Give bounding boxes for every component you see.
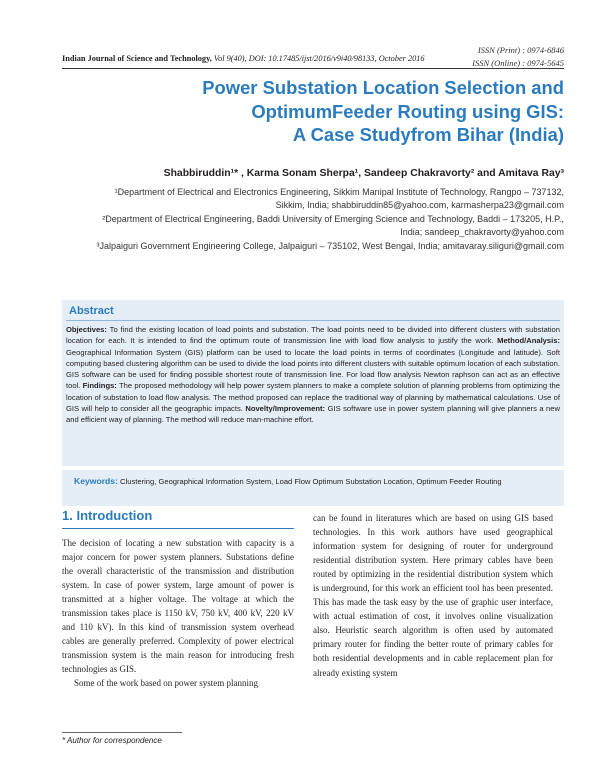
keywords-list: Clustering, Geographical Information System, Load Flow Optimum Substation Location, Optimum Feeder Routing (117, 477, 502, 486)
keywords-text (74, 476, 514, 487)
intro-paragraph-1: The decision of locating a new substation with capacity is a major concern for power system planners. Substations define the overall characteristic of the transmission and distribution system. In case of power system, large amount of power is transmitted at a higher voltage. The voltage at which the transmission takes place is 1150 kV, 750 kV, 400 kV, 220 kV and 110 kV). In this kind of transmission system overhead cables are generally preferred. Complexity of power electrical transmission system is the main reason for introducing fresh technologies as GIS. (62, 538, 294, 675)
intro-paragraph-continued: can be found in literatures which are based on using GIS based technologies. In this work authors have used geographical information system for designing of router for underground residential distribution system. Here primary cables have been routed by optimizing in the residential distribution system which is underground, for this work an efficient tool has been presented. This has made the task easy by the use of graphic user interface, with actual estimation of cost, it involves online visualization also. Heuristic search algorithm is often used by automated primary router for finding the better route of primary cables for both residential developments and in cable replacement plan for already existing system (313, 513, 553, 678)
body-column-right (313, 511, 553, 680)
affiliation-2: ²Department of Electrical Engineering, Baddi University of Emerging Science and Technology, Baddi – 173205, H.P., India; sandeep_chakravorty@yahoo.com (102, 213, 564, 238)
intro-paragraph-2: Some of the work based on power system planning (74, 678, 258, 689)
header-rule (62, 68, 564, 69)
issn-online: ISSN (Online) : 0974-5645 (472, 58, 564, 68)
affiliation-3: ³Jalpaiguri Government Engineering College, Jalpaiguri – 735102, West Bengal, India; amitavaray.siliguri@gmail.com (96, 240, 564, 251)
abstract-box (62, 300, 564, 466)
novelty-label: Novelty/Improvement: (242, 404, 326, 414)
methods-label: Method/Analysis: (493, 336, 560, 346)
abstract-rule (66, 320, 560, 321)
journal-details: Vol 9(40), DOI: 10.17485/ijst/2016/v9i40/98133, October 2016 (211, 54, 425, 63)
abstract-heading: Abstract (69, 305, 114, 317)
findings-text: The proposed methodology will help power system planners to make a complete solution of planning problems from optimizing the location of substation to load flow analysis. The method proposed can replace the traditional way of planning by mathematical calculations. Use of GIS will help to consider all the geographic impacts. (66, 381, 560, 414)
title-line-3: A Case Studyfrom Bihar (India) (292, 124, 564, 145)
journal-citation (62, 54, 425, 63)
affiliation-1: ¹Department of Electrical and Electronics Engineering, Sikkim Manipal Institute of Technology, Rangpo – 737132, Sikkim, India; shabbiruddin85@yahoo.com, karmasherpa23@gmail.com (114, 187, 564, 211)
journal-name: Indian Journal of Science and Technology, (62, 54, 212, 63)
section-heading-introduction: 1. Introduction (62, 508, 153, 523)
title-line-2: OptimumFeeder Routing using GIS: (251, 100, 564, 122)
keywords-label: Keywords: (74, 476, 118, 486)
paper-title (44, 76, 564, 147)
footnote-rule (62, 732, 182, 733)
abstract-text (66, 324, 560, 426)
issn-block (472, 44, 564, 70)
novelty-text: GIS software use in power system planning will give planners a new and efficient way of planning. The method will reduce man-machine effort. (66, 404, 560, 425)
author-list: Shabbiruddin¹* , Karma Sonam Sherpa¹, Sandeep Chakravorty² and Amitava Ray³ (163, 168, 564, 179)
issn-print: ISSN (Print) : 0974-6846 (477, 45, 564, 55)
title-line-1: Power Substation Location Selection and (202, 77, 564, 98)
objectives-label: Objectives: (66, 325, 107, 334)
section-rule (62, 528, 294, 529)
correspondence-footnote: * Author for correspondence (62, 736, 162, 745)
methods-text: Geographical Information System (GIS) platform can be used to locate the load points in terms of coordinates (Longitude and latitude). Soft computing based clustering algorithm can be used to divide the load points into different clusters with suitable optimum location of each substation. GIS software can be used for finding possible shortest route of transmission line. For load flow analysis Newton raphson can act as an effective tool. (66, 347, 560, 391)
objectives-text: To find the existing location of load points and substation. The load points need to be divided into different clusters with substation location for each. It is intended to find the optimum route of transmission line with load flow analysis to justify the work. (66, 325, 560, 346)
body-column-left (62, 536, 294, 691)
affiliations (94, 186, 564, 253)
findings-label: Findings: (80, 381, 117, 391)
keywords-box (62, 470, 564, 506)
